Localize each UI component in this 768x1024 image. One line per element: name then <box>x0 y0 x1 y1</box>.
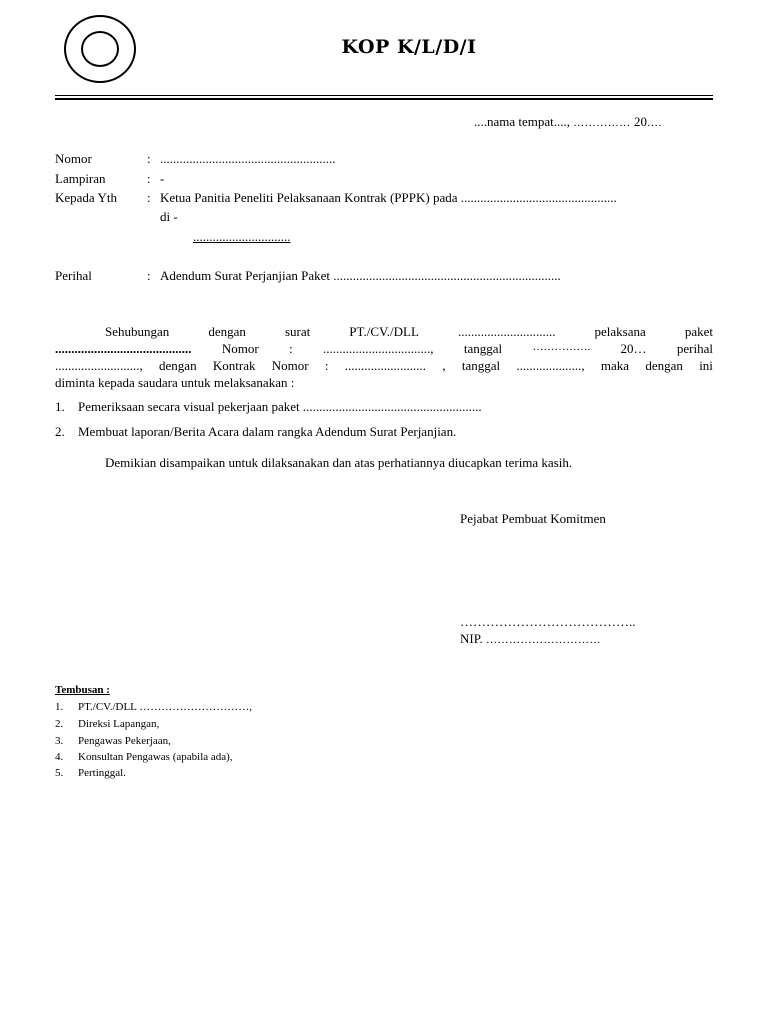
tembusan-item-3-text: Pengawas Pekerjaan, <box>78 735 171 747</box>
line3-word-4: Nomor <box>271 358 309 373</box>
perihal-label: Perihal <box>55 268 92 283</box>
tembusan-item-5-number: 5. <box>55 767 64 779</box>
lampiran-value: - <box>160 171 165 186</box>
tembusan-item-5-text: Pertinggal. <box>78 767 126 779</box>
line1-word-7: paket <box>684 324 713 339</box>
line3-word-2: dengan <box>159 358 197 373</box>
tembusan-item-1-text: PT./CV./DLL <box>78 701 137 713</box>
line2-word-6: 20… <box>620 341 647 356</box>
nomor-colon: : <box>147 151 151 166</box>
paragraph-line-4: diminta kepada saudara untuk melaksanakan : <box>55 375 295 390</box>
kepada-label: Kepada Yth <box>55 190 117 205</box>
tembusan-item-2-text: Direksi Lapangan, <box>78 718 160 730</box>
line1-word-3: surat <box>284 324 311 339</box>
signatory-title: Pejabat Pembuat Komitmen <box>460 511 606 526</box>
item-1-text: Pemeriksaan secara visual pekerjaan paket ....................................................... <box>78 399 482 414</box>
tembusan-item-1 <box>78 701 252 713</box>
line3-word-11: dengan <box>645 358 683 373</box>
lampiran-label: Lampiran <box>55 171 106 186</box>
lampiran-colon: : <box>147 171 151 186</box>
line3-word-3: Kontrak <box>212 358 256 373</box>
tembusan-item-3-number: 3. <box>55 735 64 747</box>
closing-sentence: Demikian disampaikan untuk dilaksanakan dan atas perhatiannya diucapkan terima kasih. <box>105 455 573 470</box>
line1-word-5: .............................. <box>457 324 556 339</box>
tembusan-item-1-number: 1. <box>55 701 64 713</box>
item-2-text: Membuat laporan/Berita Acara dalam rangka Adendum Surat Perjanjian. <box>78 424 457 439</box>
letterhead-title: KOP K/L/D/I <box>341 36 477 58</box>
di-label: di - <box>160 209 178 224</box>
line3-word-6: ......................... <box>344 358 427 373</box>
tembusan-item-1-dots: …………………………, <box>139 701 252 713</box>
line1-word-2: dengan <box>208 324 246 339</box>
paragraph-line-2 <box>55 341 713 357</box>
line3-word-5: : <box>324 358 329 373</box>
paragraph-line-1 <box>105 324 713 340</box>
line1-word-6: pelaksana <box>594 324 646 339</box>
tembusan-title: Tembusan : <box>55 684 110 696</box>
nip-label: NIP. <box>460 631 483 646</box>
line3-word-10: maka <box>600 358 630 373</box>
year-prefix: 20 <box>634 114 648 129</box>
line2-word-7: perihal <box>676 341 713 356</box>
line3-word-9: ...................., <box>516 358 585 373</box>
place-date <box>474 114 662 130</box>
signatory-name-line: ………………………………….. <box>460 614 636 629</box>
line2-word-2: : <box>289 341 293 356</box>
line1-word-4: PT./CV./DLL <box>349 324 419 339</box>
line3-word-1: .........................., <box>55 358 143 373</box>
line2-word-1: Nomor <box>221 341 259 356</box>
date-dots: …………… <box>573 117 631 129</box>
tembusan-item-2-number: 2. <box>55 718 64 730</box>
kepada-value: Ketua Panitia Peneliti Pelaksanaan Kontrak (PPPK) pada ................................................ <box>160 190 617 205</box>
paragraph-line-3 <box>55 358 713 374</box>
nomor-label: Nomor <box>55 151 92 166</box>
nomor-value: ...................................................... <box>160 151 336 166</box>
tembusan-item-4-text: Konsultan Pengawas (apabila ada), <box>78 751 233 763</box>
item-1-number: 1. <box>55 399 65 414</box>
line2-word-4: tanggal <box>463 341 503 356</box>
tembusan-item-4-number: 4. <box>55 751 64 763</box>
nip-line <box>460 631 601 647</box>
line3-word-7: , <box>442 358 446 373</box>
line2-word-3: ................................., <box>323 341 434 356</box>
perihal-colon: : <box>147 268 151 283</box>
paragraph-word-bold: .......................................... <box>55 341 192 356</box>
line2-word-5: ……………. <box>532 341 591 353</box>
nip-dots: ………………………… <box>486 634 602 646</box>
line3-word-8: tanggal <box>461 358 501 373</box>
letterhead-rule-thick <box>55 98 713 100</box>
line3-word-12: ini <box>699 358 713 373</box>
line1-word-1: Sehubungan <box>105 324 170 339</box>
place-text: ....nama tempat...., <box>474 114 571 129</box>
di-value: .............................. <box>193 229 291 244</box>
item-2-number: 2. <box>55 424 65 439</box>
perihal-value: Adendum Surat Perjanjian Paket ...................................................................... <box>160 268 561 283</box>
kepada-colon: : <box>147 190 151 205</box>
year-dots: …. <box>647 117 662 129</box>
letterhead-rule-thin <box>55 95 713 96</box>
